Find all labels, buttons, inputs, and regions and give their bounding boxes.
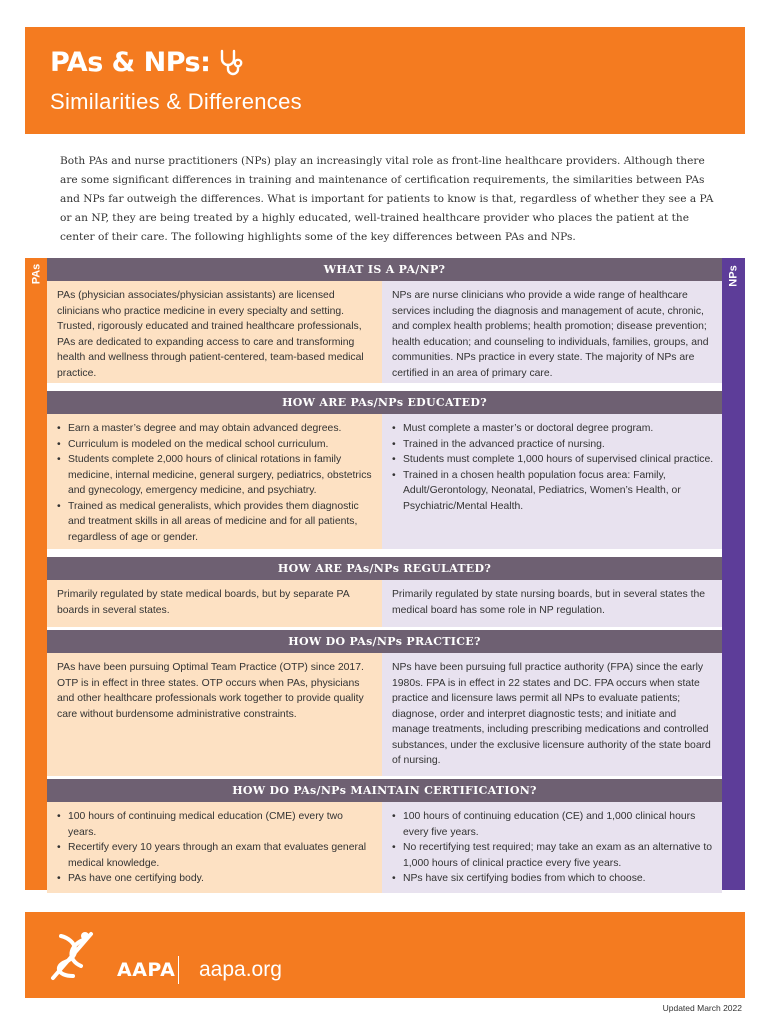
section-heading-practice: HOW DO PAs/NPs PRACTICE? bbox=[47, 630, 722, 653]
np-cell-certification bbox=[382, 802, 722, 893]
section-heading-educated: HOW ARE PAs/NPs EDUCATED? bbox=[47, 391, 722, 414]
page-title bbox=[50, 47, 246, 78]
section-row-practice bbox=[47, 653, 722, 776]
intro-paragraph: Both PAs and nurse practitioners (NPs) play an increasingly vital role as front-line healthcare providers. Although there are some significant differences in training and maintenance of certification requirements, the similarities between PAs and NPs far outweigh the differences. What is important for patients to know is that, regardless of whether they see a PA or an NP, they are being treated by a highly educated, well-trained healthcare provider who places the patient at the center of their care. The following highlights some of the key differences between PAs and NPs. bbox=[60, 155, 714, 243]
list-item: • Trained as medical generalists, which provides them diagnostic and treatment skills in all areas of medicine and for all patients, regardless of age or gender. bbox=[57, 499, 374, 546]
list-item: • 100 hours of continuing education (CE) and 1,000 clinical hours every five years. bbox=[392, 809, 716, 840]
list-item: • NPs have six certifying bodies from which to choose. bbox=[392, 871, 716, 887]
pa-side-label: PAs bbox=[30, 263, 42, 285]
pa-cell-practice: PAs have been pursuing Optimal Team Practice (OTP) since 2017. OTP is in effect in three states. OTP occurs when PAs, physicians and other healthcare professionals work together to provide quality care without burdensome administrative constraints. bbox=[47, 653, 382, 776]
section-row-educated bbox=[47, 414, 722, 549]
pa-side-bar bbox=[25, 258, 47, 890]
pa-cell-what-is: PAs (physician associates/physician assistants) are licensed clinicians who practice medicine in every specialty and setting. Trusted, rigorously educated and trained healthcare professionals, PAs are dedicated to expanding access to care and transforming health and wellness through patient-centered, team-based medical practice. bbox=[47, 281, 382, 383]
section-heading-certification: HOW DO PAs/NPs MAINTAIN CERTIFICATION? bbox=[47, 779, 722, 802]
comparison-table bbox=[47, 258, 722, 893]
section-gap bbox=[47, 549, 722, 557]
header-banner bbox=[25, 27, 745, 134]
aapa-logo-icon bbox=[47, 926, 97, 986]
section-row-certification bbox=[47, 802, 722, 893]
np-cell-practice: NPs have been pursuing full practice authority (FPA) since the early 1980s. FPA is in effect in 22 states and DC. FPA occurs when state practice and licensure laws permit all NPs to evaluate patients; diagnose, order and interpret diagnostic tests; and initiate and manage treatments, including prescribing medications and controlled substances, under the exclusive licensure authority of the state board of nursing. bbox=[382, 653, 722, 776]
pa-cell-certification bbox=[47, 802, 382, 893]
section-heading-regulated: HOW ARE PAs/NPs REGULATED? bbox=[47, 557, 722, 580]
np-side-label: NPs bbox=[727, 265, 740, 287]
updated-date: Updated March 2022 bbox=[662, 1003, 742, 1013]
list-item: • Students complete 2,000 hours of clinical rotations in family medicine, internal medicine, general surgery, pediatrics, obstetrics and gynecology, emergency medicine, and psychiatry. bbox=[57, 452, 374, 499]
page-subtitle: Similarities & Differences bbox=[50, 89, 302, 114]
section-gap bbox=[47, 383, 722, 391]
list-item: • Trained in a chosen health population focus area: Family, Adult/Gerontology, Neonatal, Pediatrics, Women’s Health, or Psychiatric/Mental Health. bbox=[392, 468, 716, 515]
list-item: • Curriculum is modeled on the medical school curriculum. bbox=[57, 437, 374, 453]
list-item: • Trained in the advanced practice of nursing. bbox=[392, 437, 716, 453]
list-item: • Students must complete 1,000 hours of supervised clinical practice. bbox=[392, 452, 716, 468]
section-row-what-is bbox=[47, 281, 722, 383]
pa-cell-educated bbox=[47, 414, 382, 549]
np-side-bar bbox=[722, 258, 745, 890]
list-item: • Earn a master’s degree and may obtain advanced degrees. bbox=[57, 421, 374, 437]
footer-banner bbox=[25, 912, 745, 998]
aapa-brand: AAPA bbox=[117, 959, 176, 981]
aapa-url-link[interactable]: aapa.org bbox=[199, 958, 282, 981]
list-item: • PAs have one certifying body. bbox=[57, 871, 374, 887]
section-row-regulated bbox=[47, 580, 722, 627]
np-cell-educated bbox=[382, 414, 722, 549]
list-item: • Recertify every 10 years through an exam that evaluates general medical knowledge. bbox=[57, 840, 374, 871]
list-item: • No recertifying test required; may take an exam as an alternative to 1,000 hours of clinical practice every five years. bbox=[392, 840, 716, 871]
page-title-text: PAs & NPs: bbox=[50, 47, 211, 78]
list-item: • Must complete a master’s or doctoral degree program. bbox=[392, 421, 716, 437]
footer-divider bbox=[178, 956, 179, 984]
np-cell-what-is: NPs are nurse clinicians who provide a wide range of healthcare services including the diagnosis and management of acute, chronic, and complex health problems; health promotion; disease prevention; health education; and counseling to individuals, families, groups, and communities. NPs practice in every state. The majority of NPs are certified in an area of primary care. bbox=[382, 281, 722, 383]
stethoscope-icon bbox=[218, 48, 246, 78]
list-item: • 100 hours of continuing medical education (CME) every two years. bbox=[57, 809, 374, 840]
np-cell-regulated: Primarily regulated by state nursing boards, but in several states the medical board has some role in NP regulation. bbox=[382, 580, 722, 627]
section-heading-what-is: WHAT IS A PA/NP? bbox=[47, 258, 722, 281]
pa-cell-regulated: Primarily regulated by state medical boards, but by separate PA boards in several states. bbox=[47, 580, 382, 627]
